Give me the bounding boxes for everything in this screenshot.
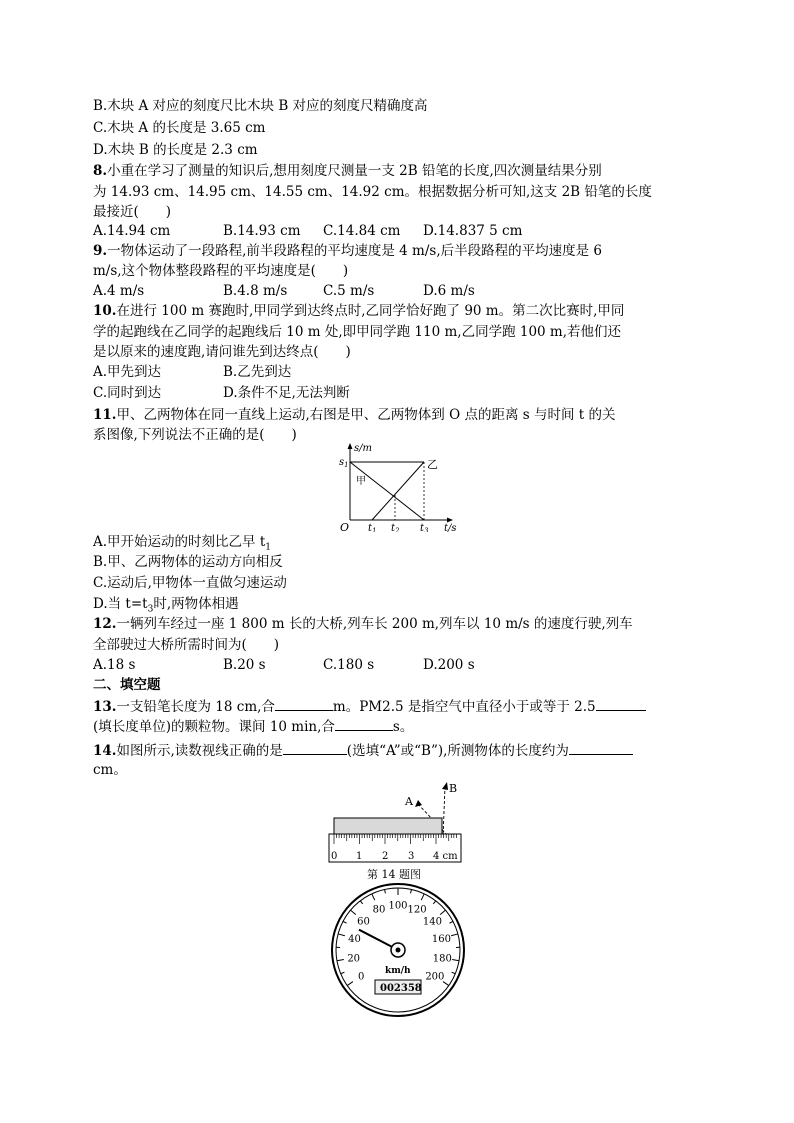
q13-text-1b: m。PM2.5 是指空气中直径小于或等于 2.5 [332, 699, 596, 715]
q8-line-1 [93, 161, 602, 181]
q9-number: 9. [93, 243, 108, 259]
q9-option-c: C.5 m/s [323, 283, 375, 299]
q11-option-d-post: 时,两物体相遇 [153, 596, 239, 612]
label-b: B [449, 782, 458, 795]
q13-line-1 [93, 696, 646, 717]
speedo-label: 60 [357, 916, 370, 928]
speedo-label: 180 [432, 953, 452, 965]
graph-ylabel: s/m [354, 443, 372, 454]
q7-option-d: D.木块 B 的长度是 2.3 cm [93, 142, 258, 158]
q9-line-2: m/s,这个物体整段路程的平均速度是( ) [93, 263, 349, 279]
speedo-label: 140 [422, 916, 443, 928]
q12-option-b: B.20 s [223, 657, 266, 673]
q14-line-2: cm。 [93, 762, 127, 778]
q12-number: 12. [93, 616, 117, 632]
q13-blank-3[interactable] [335, 716, 393, 731]
q8-option-d: D.14.837 5 cm [423, 223, 523, 239]
q13-blank-2[interactable] [596, 696, 646, 711]
q8-number: 8. [93, 163, 108, 179]
speedo-label: 80 [372, 904, 386, 916]
measured-object [334, 818, 442, 834]
q14-blank-1[interactable] [283, 740, 347, 755]
q8-line-3: 最接近( ) [93, 204, 172, 220]
speedo-label: 20 [347, 953, 361, 965]
q13-blank-1[interactable] [275, 696, 333, 711]
q12-line-2: 全部驶过大桥所需时间为( ) [93, 637, 280, 653]
q14-text-1b: (选填“A”或“B”),所测物体的长度约为 [346, 743, 569, 759]
ruler-label-3: 3 [408, 851, 415, 862]
q13-text-2b: s。 [392, 719, 414, 735]
graph-label-jia: 甲 [356, 476, 366, 487]
q11-option-b: B.甲、乙两物体的运动方向相反 [93, 554, 283, 570]
q11-text-1: 甲、乙两物体在同一直线上运动,右图是甲、乙两物体到 O 点的距离 s 与时间 t 的关 [116, 407, 616, 423]
q9-option-b: B.4.8 m/s [223, 283, 288, 299]
s-t-graph [330, 440, 470, 532]
q10-option-b: B.乙先到达 [223, 364, 292, 380]
q11-option-c: C.运动后,甲物体一直做匀速运动 [93, 575, 287, 591]
sight-line-b [443, 786, 445, 838]
q9-option-d: D.6 m/s [423, 283, 475, 299]
q8-line-2: 为 14.93 cm、14.95 cm、14.55 cm、14.92 cm。根据数据分析可知,这支 2B 铅笔的长度 [93, 184, 652, 200]
speedo-label: 40 [348, 933, 361, 945]
q8-options [93, 221, 522, 241]
q8-text-1: 小重在学习了测量的知识后,想用刻度尺测量一支 2B 铅笔的长度,四次测量结果分别 [107, 163, 602, 179]
q12-text-1: 一辆列车经过一座 1 800 m 长的大桥,列车长 200 m,列车以 10 m/s 的速度行驶,列车 [116, 616, 633, 632]
odometer-value: 002358 [380, 983, 422, 994]
graph-s1: $s_1$ [339, 457, 349, 469]
ruler-label-0: 0 [331, 851, 338, 862]
q12-line-1 [93, 614, 633, 634]
ruler-label-1: 1 [356, 851, 363, 862]
speedo-label: 0 [357, 971, 365, 983]
q9-line-1 [93, 241, 602, 261]
q11-line-2: 系图像,下列说法不正确的是( ) [93, 427, 297, 443]
q14-text-1a: 如图所示,读数视线正确的是 [116, 743, 283, 759]
q13-number: 13. [93, 699, 117, 715]
q14-number: 14. [93, 743, 117, 759]
speedo-label: 160 [431, 933, 452, 945]
speedo-label: 120 [407, 904, 427, 916]
q13-text-1a: 一支铅笔长度为 18 cm,合 [116, 699, 275, 715]
q7-option-c: C.木块 A 的长度是 3.65 cm [93, 120, 266, 136]
q11-option-a-text: A.甲开始运动的时刻比乙早 t [93, 534, 266, 550]
speedo-label: 100 [388, 900, 408, 912]
q10-option-d: D.条件不足,无法判断 [223, 385, 350, 401]
graph-xlabel: t/s [444, 523, 457, 532]
q7-option-b: B.木块 A 对应的刻度尺比木块 B 对应的刻度尺精确度高 [93, 98, 428, 114]
graph-label-yi: 乙 [427, 458, 438, 471]
graph-origin: O [340, 521, 350, 532]
speedo-label: 200 [425, 971, 445, 983]
speedometer [327, 882, 469, 1018]
q10-line-2: 学的起跑线在乙同学的起跑线后 10 m 处,即甲同学跑 110 m,乙同学跑 100 m,若他们还 [93, 324, 622, 340]
q11-option-d-sub: 3 [147, 604, 154, 615]
q12-option-d: D.200 s [423, 657, 475, 673]
figure-caption: 第 14 题图 [367, 868, 421, 881]
q10-option-a: A.甲先到达 [93, 364, 162, 380]
q8-option-c: C.14.84 cm [323, 223, 401, 239]
q12-options [93, 655, 475, 675]
graph-t3: $t_3$ [420, 523, 429, 532]
graph-t1: $t_1$ [368, 523, 377, 532]
q11-option-a-sub: 1 [265, 542, 271, 553]
q13-text-2a: (填长度单位)的颗粒物。课间 10 min,合 [93, 719, 335, 735]
q10-line-1 [93, 301, 624, 321]
q14-blank-2[interactable] [569, 740, 633, 755]
graph-t2: $t_2$ [391, 523, 400, 532]
ruler-figure [326, 778, 466, 878]
q8-option-b: B.14.93 cm [223, 223, 301, 239]
q10-options-1 [93, 362, 291, 382]
q11-number: 11. [93, 407, 117, 423]
q13-line-2 [93, 716, 413, 737]
q8-option-a: A.14.94 cm [93, 223, 171, 239]
q9-option-a: A.4 m/s [93, 283, 145, 299]
q9-text-1: 一物体运动了一段路程,前半段路程的平均速度是 4 m/s,后半段路程的平均速度是 6 [107, 243, 603, 259]
q11-option-d-pre: D.当 t=t [93, 596, 148, 612]
ruler-label-4: 4 cm [433, 851, 458, 862]
q10-option-c: C.同时到达 [93, 385, 162, 401]
q10-line-3: 是以原来的速度跑,请问谁先到达终点( ) [93, 344, 351, 360]
q10-text-1: 在进行 100 m 赛跑时,甲同学到达终点时,乙同学恰好跑了 90 m。第二次比赛时,甲同 [116, 303, 625, 319]
q10-options-2 [93, 383, 350, 403]
speedo-unit: km/h [385, 966, 411, 976]
q12-option-c: C.180 s [323, 657, 375, 673]
section-heading-fill-in: 二、填空题 [93, 677, 161, 693]
ruler-label-2: 2 [382, 851, 389, 862]
q12-option-a: A.18 s [93, 657, 136, 673]
q9-options [93, 281, 475, 301]
q14-line-1 [93, 740, 633, 761]
q10-number: 10. [93, 303, 117, 319]
q11-line-1 [93, 405, 615, 425]
label-a: A [405, 795, 413, 808]
